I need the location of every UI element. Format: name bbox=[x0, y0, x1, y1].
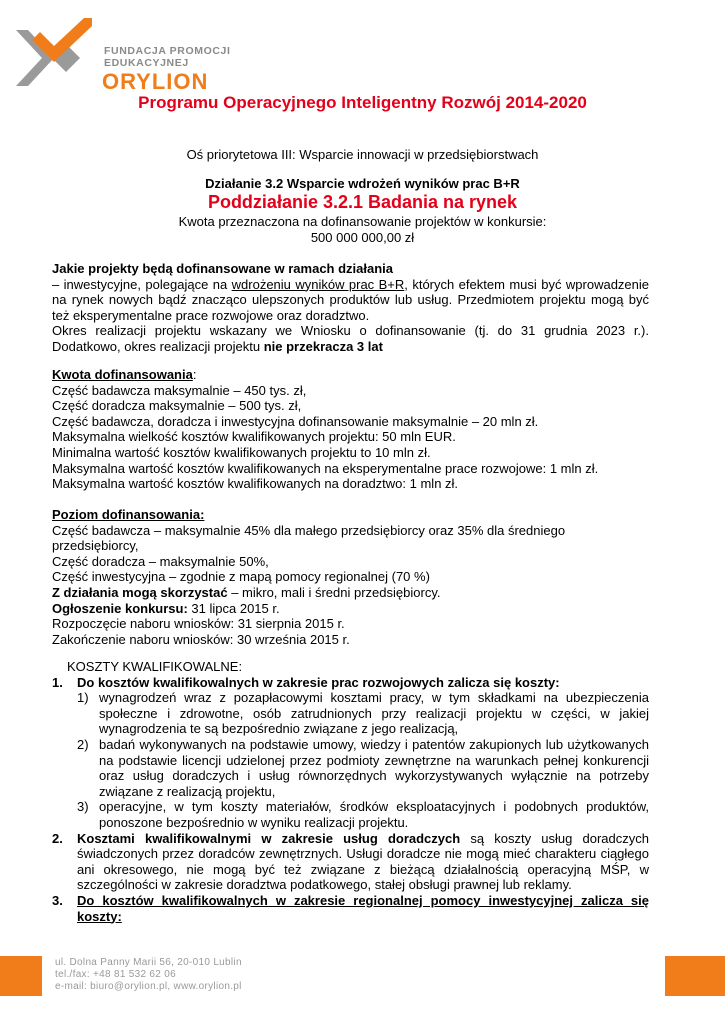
costs-subitem-1-text: wynagrodzeń wraz z pozapłacowymi kosztami pracy, w tym składkami na ubezpieczenia społeczne i zdrowotne, osób zatrudnionych przy realizacji projektu w części, w jakiej wynagrodzenia te są bezpośrednio związane z jego realizacją, bbox=[99, 690, 649, 737]
costs-item-1-title: Do kosztów kwalifikowalnych w zakresie prac rozwojowych zalicza się koszty: bbox=[77, 674, 560, 690]
level-who-rest: – mikro, mali i średni przedsiębiorcy. bbox=[227, 584, 441, 600]
costs-item-2-number: 2. bbox=[52, 830, 63, 846]
logo-line-2: EDUKACYJNEJ bbox=[104, 57, 189, 69]
priority-axis: Oś priorytetowa III: Wsparcie innowacji w przedsiębiorstwach bbox=[186, 147, 539, 162]
logo-name: ORYLION bbox=[102, 69, 209, 94]
amount-line: Maksymalna wielkość kosztów kwalifikowanych projektu: 50 mln EUR. bbox=[52, 429, 456, 445]
level-announce bbox=[52, 601, 649, 617]
amount-heading-colon: : bbox=[192, 367, 197, 382]
level-who bbox=[52, 585, 649, 601]
action-title: Działanie 3.2 Wsparcie wdrożeń wyników prac B+R bbox=[205, 176, 520, 191]
level-line-1: Część badawcza – maksymalnie 45% dla małego przedsiębiorcy oraz 35% dla średniego przedsiębiorcy, bbox=[52, 522, 566, 554]
level-line-3: Część inwestycyjna – zgodnie z mapą pomocy regionalnej (70 %) bbox=[52, 569, 430, 585]
program-title: Programu Operacyjnego Inteligentny Rozwój 2014-2020 bbox=[138, 93, 587, 112]
costs-subitem-2 bbox=[77, 737, 649, 799]
level-line-2: Część doradcza – maksymalnie 50%, bbox=[52, 553, 269, 569]
level-start: Rozpoczęcie naboru wniosków: 31 sierpnia 2015 r. bbox=[52, 616, 345, 632]
costs-item-2-text bbox=[77, 831, 649, 893]
costs-item-3-title: Do kosztów kwalifikowalnych w zakresie regionalnej pomocy inwestycyjnej zalicza się koszty: bbox=[77, 892, 649, 924]
costs-subitem-3-text: operacyjne, w tym koszty materiałów, środków eksploatacyjnych i podobnych produktów, ponoszone bezpośrednio w wyniku realizacji projektu. bbox=[99, 799, 649, 830]
level-who-bold: Z działania mogą skorzystać bbox=[52, 584, 228, 600]
amount-line: Minimalna wartość kosztów kwalifikowanych projektu to 10 mln zł. bbox=[52, 444, 431, 460]
projects-p1-text-a: – inwestycyjne, polegające na bbox=[52, 276, 232, 292]
costs-item-3 bbox=[52, 893, 649, 924]
footer-accent-bar-left bbox=[0, 956, 42, 996]
amount-line: Maksymalna wartość kosztów kwalifikowanych na eksperymentalne prace rozwojowe: 1 mln zł. bbox=[52, 460, 599, 476]
footer-email[interactable]: e-mail: biuro@orylion.pl, www.orylion.pl bbox=[55, 981, 242, 992]
costs-subitem-2-text: badań wykonywanych na podstawie umowy, wiedzy i patentów zakupionych lub użytkowanych na podstawie licencji udzielonej przez podmioty zewnętrzne na warunkach pełnej konkurencji oraz usług doradczych i usług równorzędnych wykorzystywanych wyłącznie na potrzeby związane z realizacją projektu, bbox=[99, 736, 649, 799]
costs-subitem-3 bbox=[77, 799, 649, 830]
level-announce-rest: 31 lipca 2015 r. bbox=[187, 600, 280, 616]
orylion-logo-mark-icon bbox=[14, 18, 94, 98]
organization-logo bbox=[14, 18, 254, 98]
costs-item-1 bbox=[52, 675, 649, 831]
logo-line-1: FUNDACJA PROMOCJI bbox=[104, 45, 231, 57]
amount-section bbox=[52, 367, 649, 492]
costs-section bbox=[52, 659, 649, 924]
amount-label: Kwota przeznaczona na dofinansowanie projektów w konkursie: bbox=[178, 214, 547, 229]
costs-subitem-3-number: 3) bbox=[77, 799, 89, 815]
level-end: Zakończenie naboru wniosków: 30 września 2015 r. bbox=[52, 631, 350, 647]
footer-address: ul. Dolna Panny Marii 56, 20-010 Lublin bbox=[55, 957, 242, 968]
amount-line: Część badawcza maksymalnie – 450 tys. zł, bbox=[52, 382, 307, 398]
projects-paragraph-1 bbox=[52, 277, 649, 324]
costs-subitem-1 bbox=[77, 690, 649, 737]
costs-item-1-number: 1. bbox=[52, 674, 63, 690]
amount-line: Część doradcza maksymalnie – 500 tys. zł, bbox=[52, 398, 302, 414]
amount-line: Maksymalna wartość kosztów kwalifikowanych na doradztwo: 1 mln zł. bbox=[52, 476, 459, 492]
projects-p2-bold: nie przekracza 3 lat bbox=[263, 338, 383, 354]
footer-accent-bar-right bbox=[665, 956, 725, 996]
amount-value: 500 000 000,00 zł bbox=[310, 230, 415, 245]
amount-heading-line bbox=[52, 367, 649, 383]
projects-p1-underlined: wdrożeniu wyników prac B+R bbox=[231, 276, 405, 292]
level-announce-bold: Ogłoszenie konkursu: bbox=[52, 600, 188, 616]
level-section bbox=[52, 507, 649, 647]
footer-phone: tel./fax: +48 81 532 62 06 bbox=[55, 969, 176, 980]
subaction-title: Poddziałanie 3.2.1 Badania na rynek bbox=[207, 192, 518, 212]
costs-subitem-1-number: 1) bbox=[77, 690, 89, 706]
projects-paragraph-2 bbox=[52, 323, 649, 354]
projects-p1-text-b: , których efektem musi być wprowadzenie na rynek nowych bądź znacząco ulepszonych produktów lub usług. Przedmiotem projektu mogą być też eksperymentalne prace rozwojowe oraz doradztwo. bbox=[52, 276, 649, 323]
costs-item-3-number: 3. bbox=[52, 892, 63, 908]
projects-heading: Jakie projekty będą dofinansowane w ramach działania bbox=[52, 261, 394, 276]
projects-section bbox=[52, 261, 649, 355]
amount-line: Część badawcza, doradcza i inwestycyjna dofinansowanie maksymalnie – 20 mln zł. bbox=[52, 413, 539, 429]
costs-item-2-bold: Kosztami kwalifikowalnymi w zakresie usług doradczych bbox=[77, 830, 461, 846]
costs-item-2-rest: są koszty usług doradczych świadczonych przez doradców zewnętrznych. Usługi doradcze nie mogą mieć charakteru ciągłego ani okresowego, nie mogą być też związane z bieżącą działalnością operacyjną MŚP, w szczególności w zakresie doradztwa podatkowego, stałej obsługi prawnej lub reklamy. bbox=[77, 830, 649, 893]
costs-item-2 bbox=[52, 831, 649, 893]
level-heading: Poziom dofinansowania: bbox=[52, 507, 205, 522]
projects-p2-text: Okres realizacji projektu wskazany we Wniosku o dofinansowanie (tj. do 31 grudnia 2023 r.). Dodatkowo, okres realizacji projektu bbox=[52, 323, 649, 354]
costs-heading: KOSZTY KWALIFIKOWALNE: bbox=[67, 659, 243, 674]
amount-heading: Kwota dofinansowania bbox=[52, 367, 193, 382]
costs-subitem-2-number: 2) bbox=[77, 736, 89, 752]
